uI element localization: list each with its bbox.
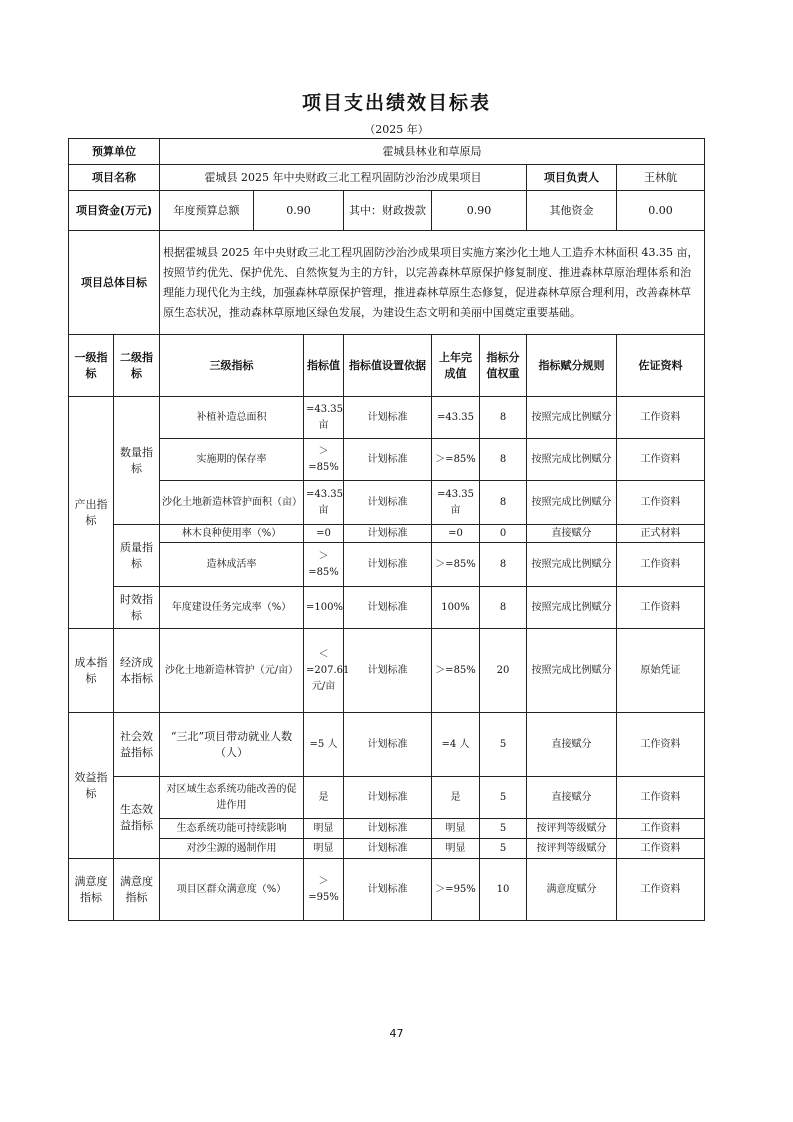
indicator-name: 实施期的保存率: [160, 439, 304, 481]
indicator-name: 生态系统功能可持续影响: [160, 819, 304, 839]
header-evidence: 佐证资料: [617, 335, 705, 397]
header-level2: 二级指标: [114, 335, 160, 397]
project-value: 霍城县 2025 年中央财政三北工程巩固防沙治沙成果项目: [160, 165, 527, 191]
subgroup-economic-cost: 经济成本指标: [114, 629, 160, 713]
header-level3: 三级指标: [160, 335, 304, 397]
indicator-rule: 按照完成比例赋分: [527, 439, 617, 481]
subgroup-ecological: 生态效益指标: [114, 777, 160, 859]
indicator-basis: 计划标准: [344, 587, 432, 629]
leader-value: 王林航: [617, 165, 705, 191]
table-row: [69, 481, 705, 525]
indicator-value: ＞=85%: [304, 543, 344, 587]
header-last: 上年完成值: [432, 335, 480, 397]
table-row: [69, 587, 705, 629]
annual-label: 年度预算总额: [160, 191, 254, 231]
page-number: 47: [389, 1027, 404, 1040]
indicator-value: 是: [304, 777, 344, 819]
header-basis: 指标值设置依据: [344, 335, 432, 397]
indicator-evidence: 工作资料: [617, 713, 705, 777]
indicator-rule: 按照完成比例赋分: [527, 587, 617, 629]
indicator-rule: 按照完成比例赋分: [527, 397, 617, 439]
project-label: 项目名称: [69, 165, 160, 191]
indicator-rule: 满意度赋分: [527, 859, 617, 921]
indicator-basis: 计划标准: [344, 713, 432, 777]
indicator-evidence: 工作资料: [617, 397, 705, 439]
indicator-value: =5 人: [304, 713, 344, 777]
indicator-basis: 计划标准: [344, 543, 432, 587]
indicator-evidence: 正式材料: [617, 525, 705, 543]
indicator-rule: 直接赋分: [527, 525, 617, 543]
indicator-evidence: 工作资料: [617, 587, 705, 629]
indicator-evidence: 工作资料: [617, 439, 705, 481]
indicator-weight: 8: [480, 481, 527, 525]
indicator-name: 造林成活率: [160, 543, 304, 587]
table-row: [69, 839, 705, 859]
table-row: [69, 713, 705, 777]
indicator-last: ＞=85%: [432, 543, 480, 587]
table-row: [69, 397, 705, 439]
subgroup-quantity: 数量指标: [114, 397, 160, 525]
indicator-weight: 5: [480, 839, 527, 859]
leader-label: 项目负责人: [527, 165, 617, 191]
funds-label: 项目资金(万元): [69, 191, 160, 231]
group-output: 产出指标: [69, 397, 114, 629]
indicator-name: 林木良种使用率（%）: [160, 525, 304, 543]
table-row: [69, 439, 705, 481]
indicator-weight: 10: [480, 859, 527, 921]
unit-value: 霍城县林业和草原局: [160, 139, 705, 165]
indicator-basis: 计划标准: [344, 839, 432, 859]
indicator-name: 对沙尘源的遏制作用: [160, 839, 304, 859]
goal-label: 项目总体目标: [69, 231, 160, 335]
indicator-name: 补植补造总面积: [160, 397, 304, 439]
indicator-rule: 按照完成比例赋分: [527, 629, 617, 713]
indicator-last: 是: [432, 777, 480, 819]
indicator-value: =0: [304, 525, 344, 543]
table-row: [69, 859, 705, 921]
indicator-value: =100%: [304, 587, 344, 629]
indicator-name: 沙化土地新造林管护面积（亩）: [160, 481, 304, 525]
goal-text: 根据霍城县 2025 年中央财政三北工程巩固防沙治沙成果项目实施方案沙化土地人工造乔木林面积 43.35 亩，按照节约优先、保护优先、自然恢复为主的方针，以完善森林草原保护修复制度、推进森林草原治理体系和治理能力现代化为主线，加强森林草原保护管理，推进森林草原生态修复，促进森林草原合理利用，改善森林草原生态状况，推动森林草原地区绿色发展，为建设生态文明和美丽中国奠定重要基础。: [160, 231, 705, 335]
indicator-rule: 按照完成比例赋分: [527, 481, 617, 525]
indicator-weight: 5: [480, 819, 527, 839]
indicator-evidence: 工作资料: [617, 859, 705, 921]
table-row: [69, 543, 705, 587]
indicator-rule: 按评判等级赋分: [527, 839, 617, 859]
indicator-rule: 直接赋分: [527, 777, 617, 819]
indicator-last: ＞=85%: [432, 629, 480, 713]
indicator-last: 100%: [432, 587, 480, 629]
indicator-evidence: 工作资料: [617, 481, 705, 525]
indicator-weight: 8: [480, 397, 527, 439]
indicator-last: =43.35 亩: [432, 481, 480, 525]
indicator-basis: 计划标准: [344, 525, 432, 543]
fiscal-value: 0.90: [432, 191, 527, 231]
indicator-evidence: 工作资料: [617, 543, 705, 587]
indicator-value: =43.35 亩: [304, 481, 344, 525]
annual-value: 0.90: [254, 191, 344, 231]
indicator-last: =0: [432, 525, 480, 543]
indicator-rule: 直接赋分: [527, 713, 617, 777]
indicator-basis: 计划标准: [344, 481, 432, 525]
table-row: [69, 629, 705, 713]
indicator-weight: 8: [480, 587, 527, 629]
table-row: [69, 819, 705, 839]
table-row: [69, 525, 705, 543]
header-value: 指标值: [304, 335, 344, 397]
indicator-value: =43.35 亩: [304, 397, 344, 439]
indicator-name: 项目区群众满意度（%）: [160, 859, 304, 921]
indicator-evidence: 工作资料: [617, 777, 705, 819]
indicator-basis: 计划标准: [344, 819, 432, 839]
indicator-weight: 8: [480, 439, 527, 481]
group-satisfaction: 满意度指标: [69, 859, 114, 921]
indicator-last: 明显: [432, 839, 480, 859]
indicator-name: “三北”项目带动就业人数（人）: [160, 713, 304, 777]
indicator-last: ＞=85%: [432, 439, 480, 481]
indicator-basis: 计划标准: [344, 629, 432, 713]
indicator-last: =4 人: [432, 713, 480, 777]
group-benefit: 效益指标: [69, 713, 114, 859]
indicator-basis: 计划标准: [344, 859, 432, 921]
other-label: 其他资金: [527, 191, 617, 231]
performance-table: [68, 138, 705, 921]
indicator-last: =43.35: [432, 397, 480, 439]
subgroup-satisfaction: 满意度指标: [114, 859, 160, 921]
indicator-name: 沙化土地新造林管护（元/亩）: [160, 629, 304, 713]
table-row: [69, 777, 705, 819]
indicator-value: 明显: [304, 819, 344, 839]
indicator-evidence: 原始凭证: [617, 629, 705, 713]
indicator-evidence: 工作资料: [617, 839, 705, 859]
subgroup-quality: 质量指标: [114, 525, 160, 587]
subgroup-timeliness: 时效指标: [114, 587, 160, 629]
subgroup-social: 社会效益指标: [114, 713, 160, 777]
indicator-value: ＜=207.61 元/亩: [304, 629, 344, 713]
indicator-weight: 5: [480, 777, 527, 819]
fiscal-label: 其中：财政拨款: [344, 191, 432, 231]
indicator-weight: 8: [480, 543, 527, 587]
indicator-rule: 按评判等级赋分: [527, 819, 617, 839]
indicator-last: ＞=95%: [432, 859, 480, 921]
indicator-rule: 按照完成比例赋分: [527, 543, 617, 587]
indicator-basis: 计划标准: [344, 397, 432, 439]
indicator-name: 年度建设任务完成率（%）: [160, 587, 304, 629]
indicator-weight: 5: [480, 713, 527, 777]
indicator-name: 对区域生态系统功能改善的促进作用: [160, 777, 304, 819]
other-value: 0.00: [617, 191, 705, 231]
indicator-value: 明显: [304, 839, 344, 859]
indicator-weight: 0: [480, 525, 527, 543]
header-weight: 指标分值权重: [480, 335, 527, 397]
indicator-weight: 20: [480, 629, 527, 713]
unit-label: 预算单位: [69, 139, 160, 165]
page-title: 项目支出绩效目标表: [301, 92, 491, 114]
indicator-value: ＞=95%: [304, 859, 344, 921]
year-label: （2025 年）: [364, 123, 429, 136]
indicator-value: ＞=85%: [304, 439, 344, 481]
header-level1: 一级指标: [69, 335, 114, 397]
group-cost: 成本指标: [69, 629, 114, 713]
header-rule: 指标赋分规则: [527, 335, 617, 397]
indicator-basis: 计划标准: [344, 777, 432, 819]
indicator-last: 明显: [432, 819, 480, 839]
indicator-evidence: 工作资料: [617, 819, 705, 839]
indicator-basis: 计划标准: [344, 439, 432, 481]
